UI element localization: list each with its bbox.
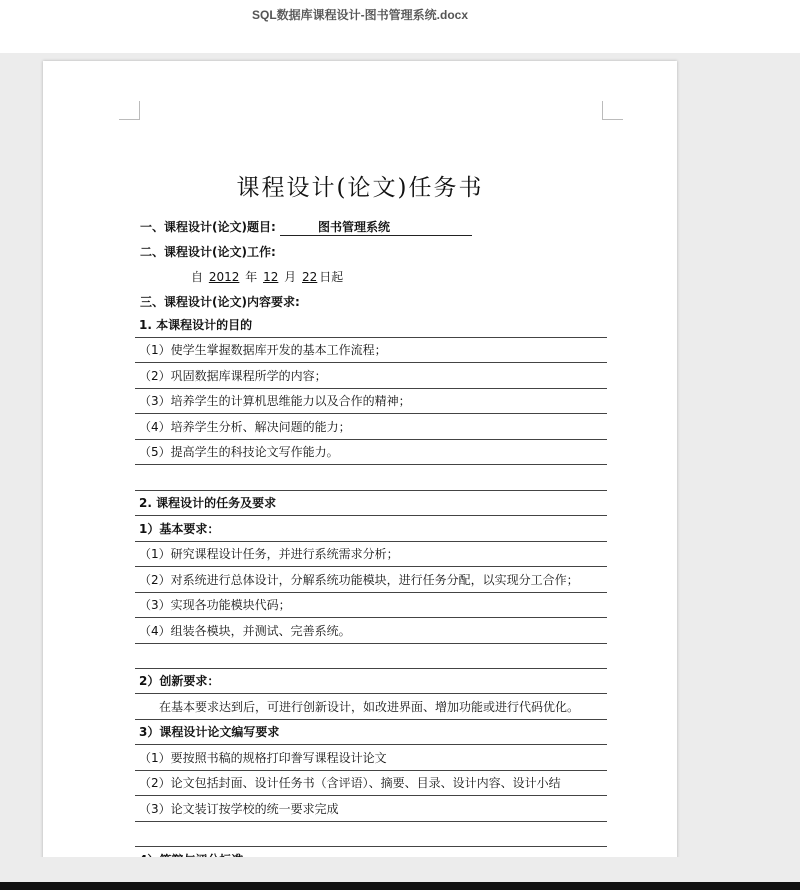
table-row: （1）使学生掌握数据库开发的基本工作流程；	[135, 338, 607, 363]
table-row: （1）研究课程设计任务，并进行系统需求分析；	[135, 542, 607, 567]
topic-label: 一、课程设计(论文)题目:	[140, 220, 276, 234]
table-row: （4）组装各模块，并测试、完善系统。	[135, 619, 607, 644]
table-row: （3）培养学生的计算机思维能力以及合作的精神；	[135, 389, 607, 414]
table-row: （3）实现各功能模块代码；	[135, 593, 607, 618]
table-row: （2）巩固数据库课程所学的内容；	[135, 364, 607, 389]
document-viewer[interactable]	[0, 53, 800, 857]
content-label: 三、课程设计(论文)内容要求:	[140, 295, 300, 309]
table-row	[135, 822, 607, 847]
table-row: 1. 本课程设计的目的	[135, 313, 607, 338]
document-title: 课程设计(论文)任务书	[236, 175, 484, 201]
table-row	[135, 644, 607, 669]
topic-line	[140, 218, 472, 236]
date-month-unit: 月	[284, 270, 297, 284]
date-day: 22	[302, 270, 318, 284]
table-row: 2）创新要求：	[135, 669, 607, 694]
work-label: 二、课程设计(论文)工作:	[140, 245, 276, 259]
table-row: （3）论文装订按学校的统一要求完成	[135, 797, 607, 822]
topic-value: 图书管理系统	[280, 218, 472, 236]
table-row: 1）基本要求：	[135, 517, 607, 542]
date-prefix: 自	[191, 270, 204, 284]
date-month: 12	[263, 270, 279, 284]
title-bar	[0, 0, 800, 53]
document-page	[43, 61, 677, 881]
document-filename: SQL数据库课程设计-图书管理系统.docx	[251, 8, 468, 22]
table-row: 在基本要求达到后，可进行创新设计，如改进界面、增加功能或进行代码优化。	[135, 695, 607, 720]
table-row: 3）课程设计论文编写要求	[135, 720, 607, 745]
table-row: （4）培养学生分析、解决问题的能力；	[135, 415, 607, 440]
date-line	[191, 268, 343, 285]
table-row	[135, 466, 607, 491]
table-row: （1）要按照书稿的规格打印誊写课程设计论文	[135, 746, 607, 771]
table-row: （2）论文包括封面、设计任务书（含评语）、摘要、目录、设计内容、设计小结	[135, 771, 607, 796]
bottom-strip	[0, 882, 800, 890]
date-suffix: 日起	[319, 270, 344, 284]
table-row: （2）对系统进行总体设计，分解系统功能模块，进行任务分配，以实现分工合作；	[135, 568, 607, 593]
page-corner-mark-left	[119, 101, 140, 120]
page-corner-mark-right	[602, 101, 623, 120]
table-row: （5）提高学生的科技论文写作能力。	[135, 440, 607, 465]
date-year-unit: 年	[245, 270, 258, 284]
date-year: 2012	[208, 270, 240, 284]
table-row: 2. 课程设计的任务及要求	[135, 491, 607, 516]
